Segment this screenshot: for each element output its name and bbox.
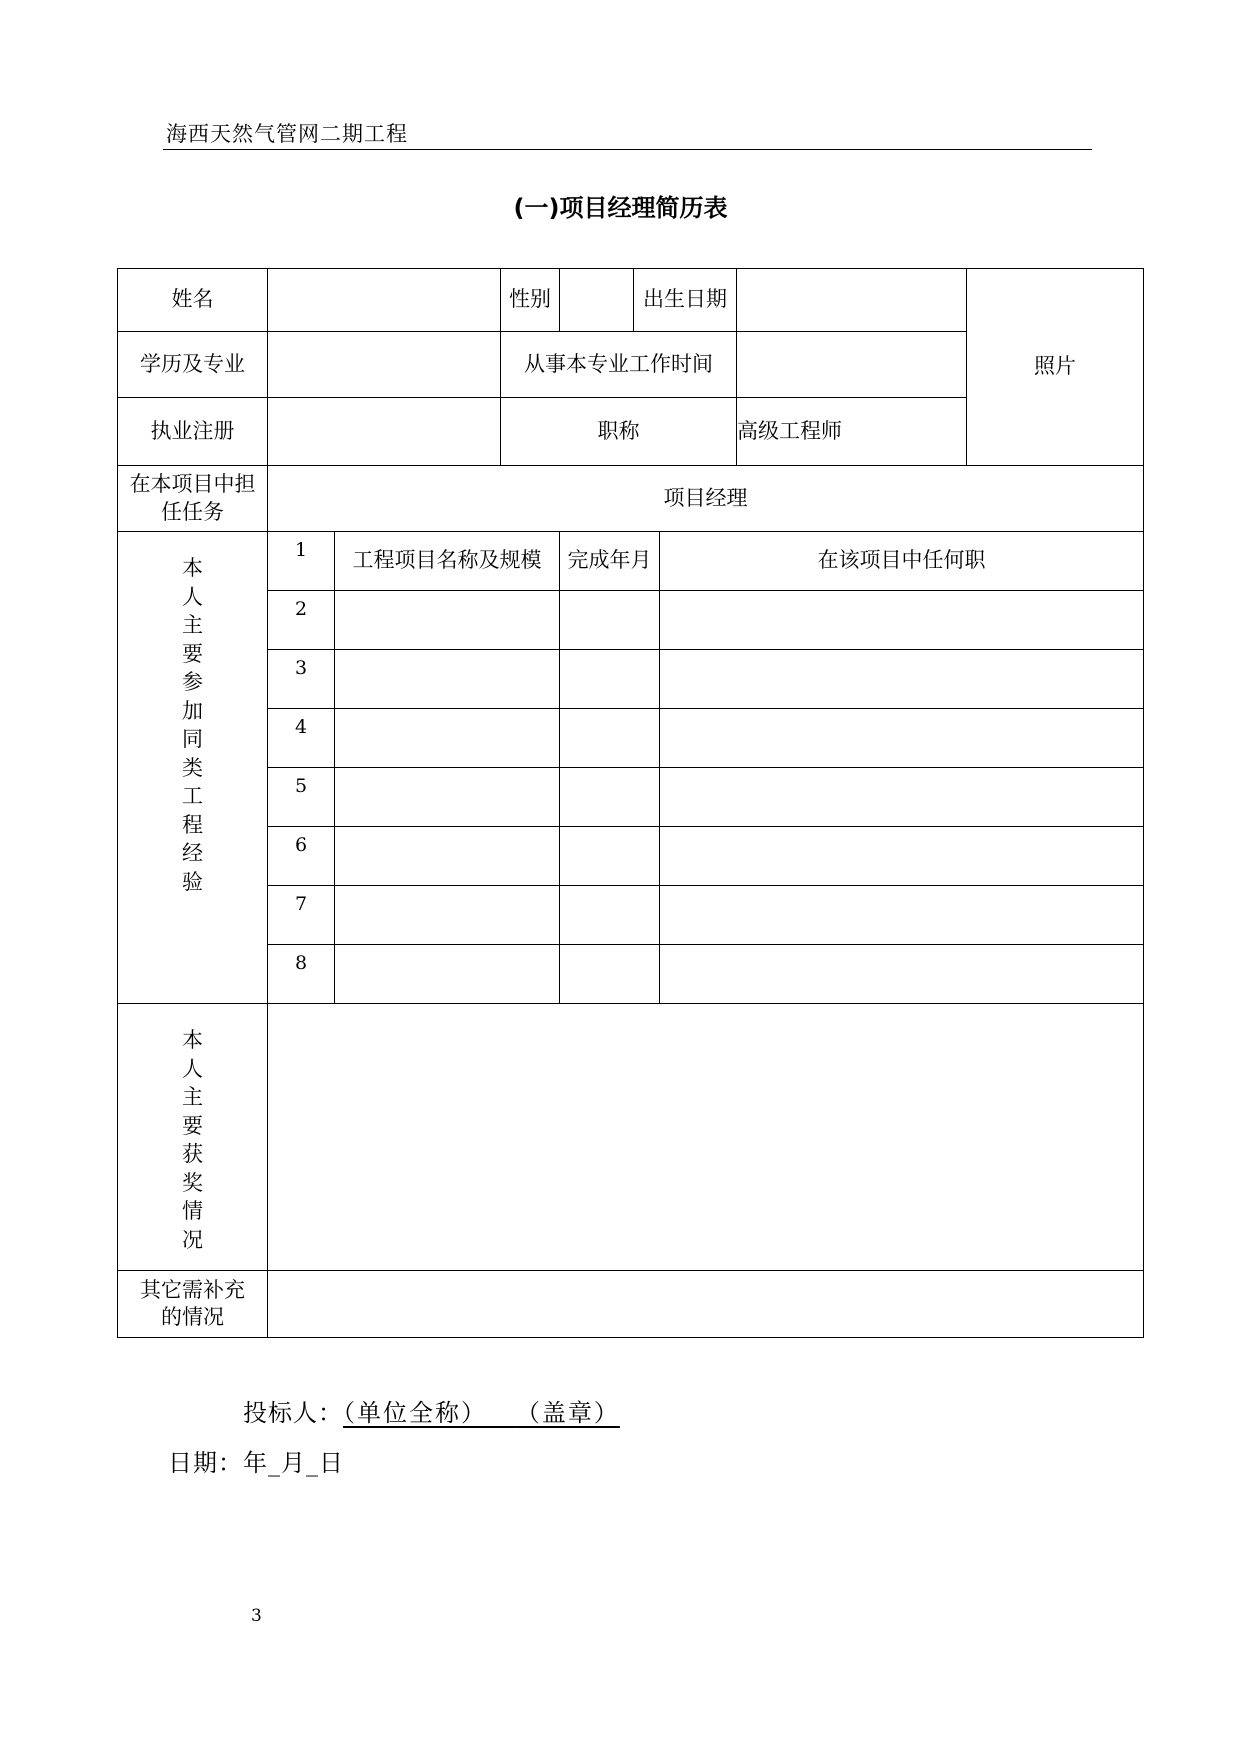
experience-date-cell[interactable] [560, 945, 660, 1004]
experience-date-cell[interactable] [560, 591, 660, 650]
experience-label: 本人主要参加同类工程经验 [118, 532, 268, 1004]
experience-date-cell[interactable] [560, 709, 660, 768]
experience-row-number: 2 [268, 591, 335, 650]
experience-column-header-date: 完成年月 [560, 532, 660, 591]
experience-position-cell[interactable] [660, 827, 1144, 886]
gender-field[interactable] [560, 269, 634, 332]
experience-position-cell[interactable] [660, 886, 1144, 945]
experience-position-cell[interactable] [660, 709, 1144, 768]
experience-project-cell[interactable] [335, 768, 560, 827]
experience-row-number: 5 [268, 768, 335, 827]
page-number: 3 [251, 1606, 262, 1626]
experience-row-number: 7 [268, 886, 335, 945]
birth-date-field[interactable] [737, 269, 967, 332]
experience-date-cell[interactable] [560, 650, 660, 709]
experience-row-number: 3 [268, 650, 335, 709]
experience-project-cell[interactable] [335, 886, 560, 945]
resume-form-table [117, 268, 1144, 1338]
title-rank-label: 职称 [501, 398, 737, 466]
work-years-label: 从事本专业工作时间 [501, 332, 737, 398]
experience-date-cell[interactable] [560, 827, 660, 886]
header-rule [163, 149, 1092, 150]
title-rank-field[interactable]: 高级工程师 [737, 398, 967, 466]
experience-column-header-project: 工程项目名称及规模 [335, 532, 560, 591]
page-title: (一)项目经理简历表 [513, 194, 728, 222]
experience-position-cell[interactable] [660, 945, 1144, 1004]
bidder-signature-line [243, 1393, 620, 1428]
name-label: 姓名 [118, 269, 268, 332]
experience-project-cell[interactable] [335, 827, 560, 886]
experience-row-number: 6 [268, 827, 335, 886]
education-label: 学历及专业 [118, 332, 268, 398]
experience-project-cell[interactable] [335, 945, 560, 1004]
experience-position-cell[interactable] [660, 650, 1144, 709]
bidder-label: 投标人： [243, 1399, 343, 1427]
birth-date-label: 出生日期 [634, 269, 737, 332]
experience-row-number: 8 [268, 945, 335, 1004]
other-info-label: 其它需补充的情况 [118, 1271, 268, 1338]
gender-label: 性别 [501, 269, 560, 332]
other-info-field[interactable] [268, 1271, 1144, 1338]
date-line: 日期：年_月_日 [168, 1449, 344, 1477]
project-role-label: 在本项目中担任任务 [118, 466, 268, 532]
experience-position-cell[interactable] [660, 768, 1144, 827]
project-role-field[interactable]: 项目经理 [268, 466, 1144, 532]
education-field[interactable] [268, 332, 501, 398]
photo-cell[interactable]: 照片 [967, 269, 1144, 466]
experience-row-number: 1 [268, 532, 335, 591]
experience-project-cell[interactable] [335, 709, 560, 768]
awards-label: 本人主要获奖情况 [118, 1004, 268, 1271]
experience-column-header-position: 在该项目中任何职 [660, 532, 1144, 591]
experience-row-number: 4 [268, 709, 335, 768]
name-field[interactable] [268, 269, 501, 332]
experience-date-cell[interactable] [560, 886, 660, 945]
work-years-field[interactable] [737, 332, 967, 398]
license-label: 执业注册 [118, 398, 268, 466]
experience-project-cell[interactable] [335, 591, 560, 650]
document-header: 海西天然气管网二期工程 [166, 122, 408, 146]
experience-project-cell[interactable] [335, 650, 560, 709]
experience-date-cell[interactable] [560, 768, 660, 827]
experience-position-cell[interactable] [660, 591, 1144, 650]
license-field[interactable] [268, 398, 501, 466]
bidder-unit-field[interactable]: （单位全称） （盖章） [343, 1399, 620, 1427]
awards-field[interactable] [268, 1004, 1144, 1271]
